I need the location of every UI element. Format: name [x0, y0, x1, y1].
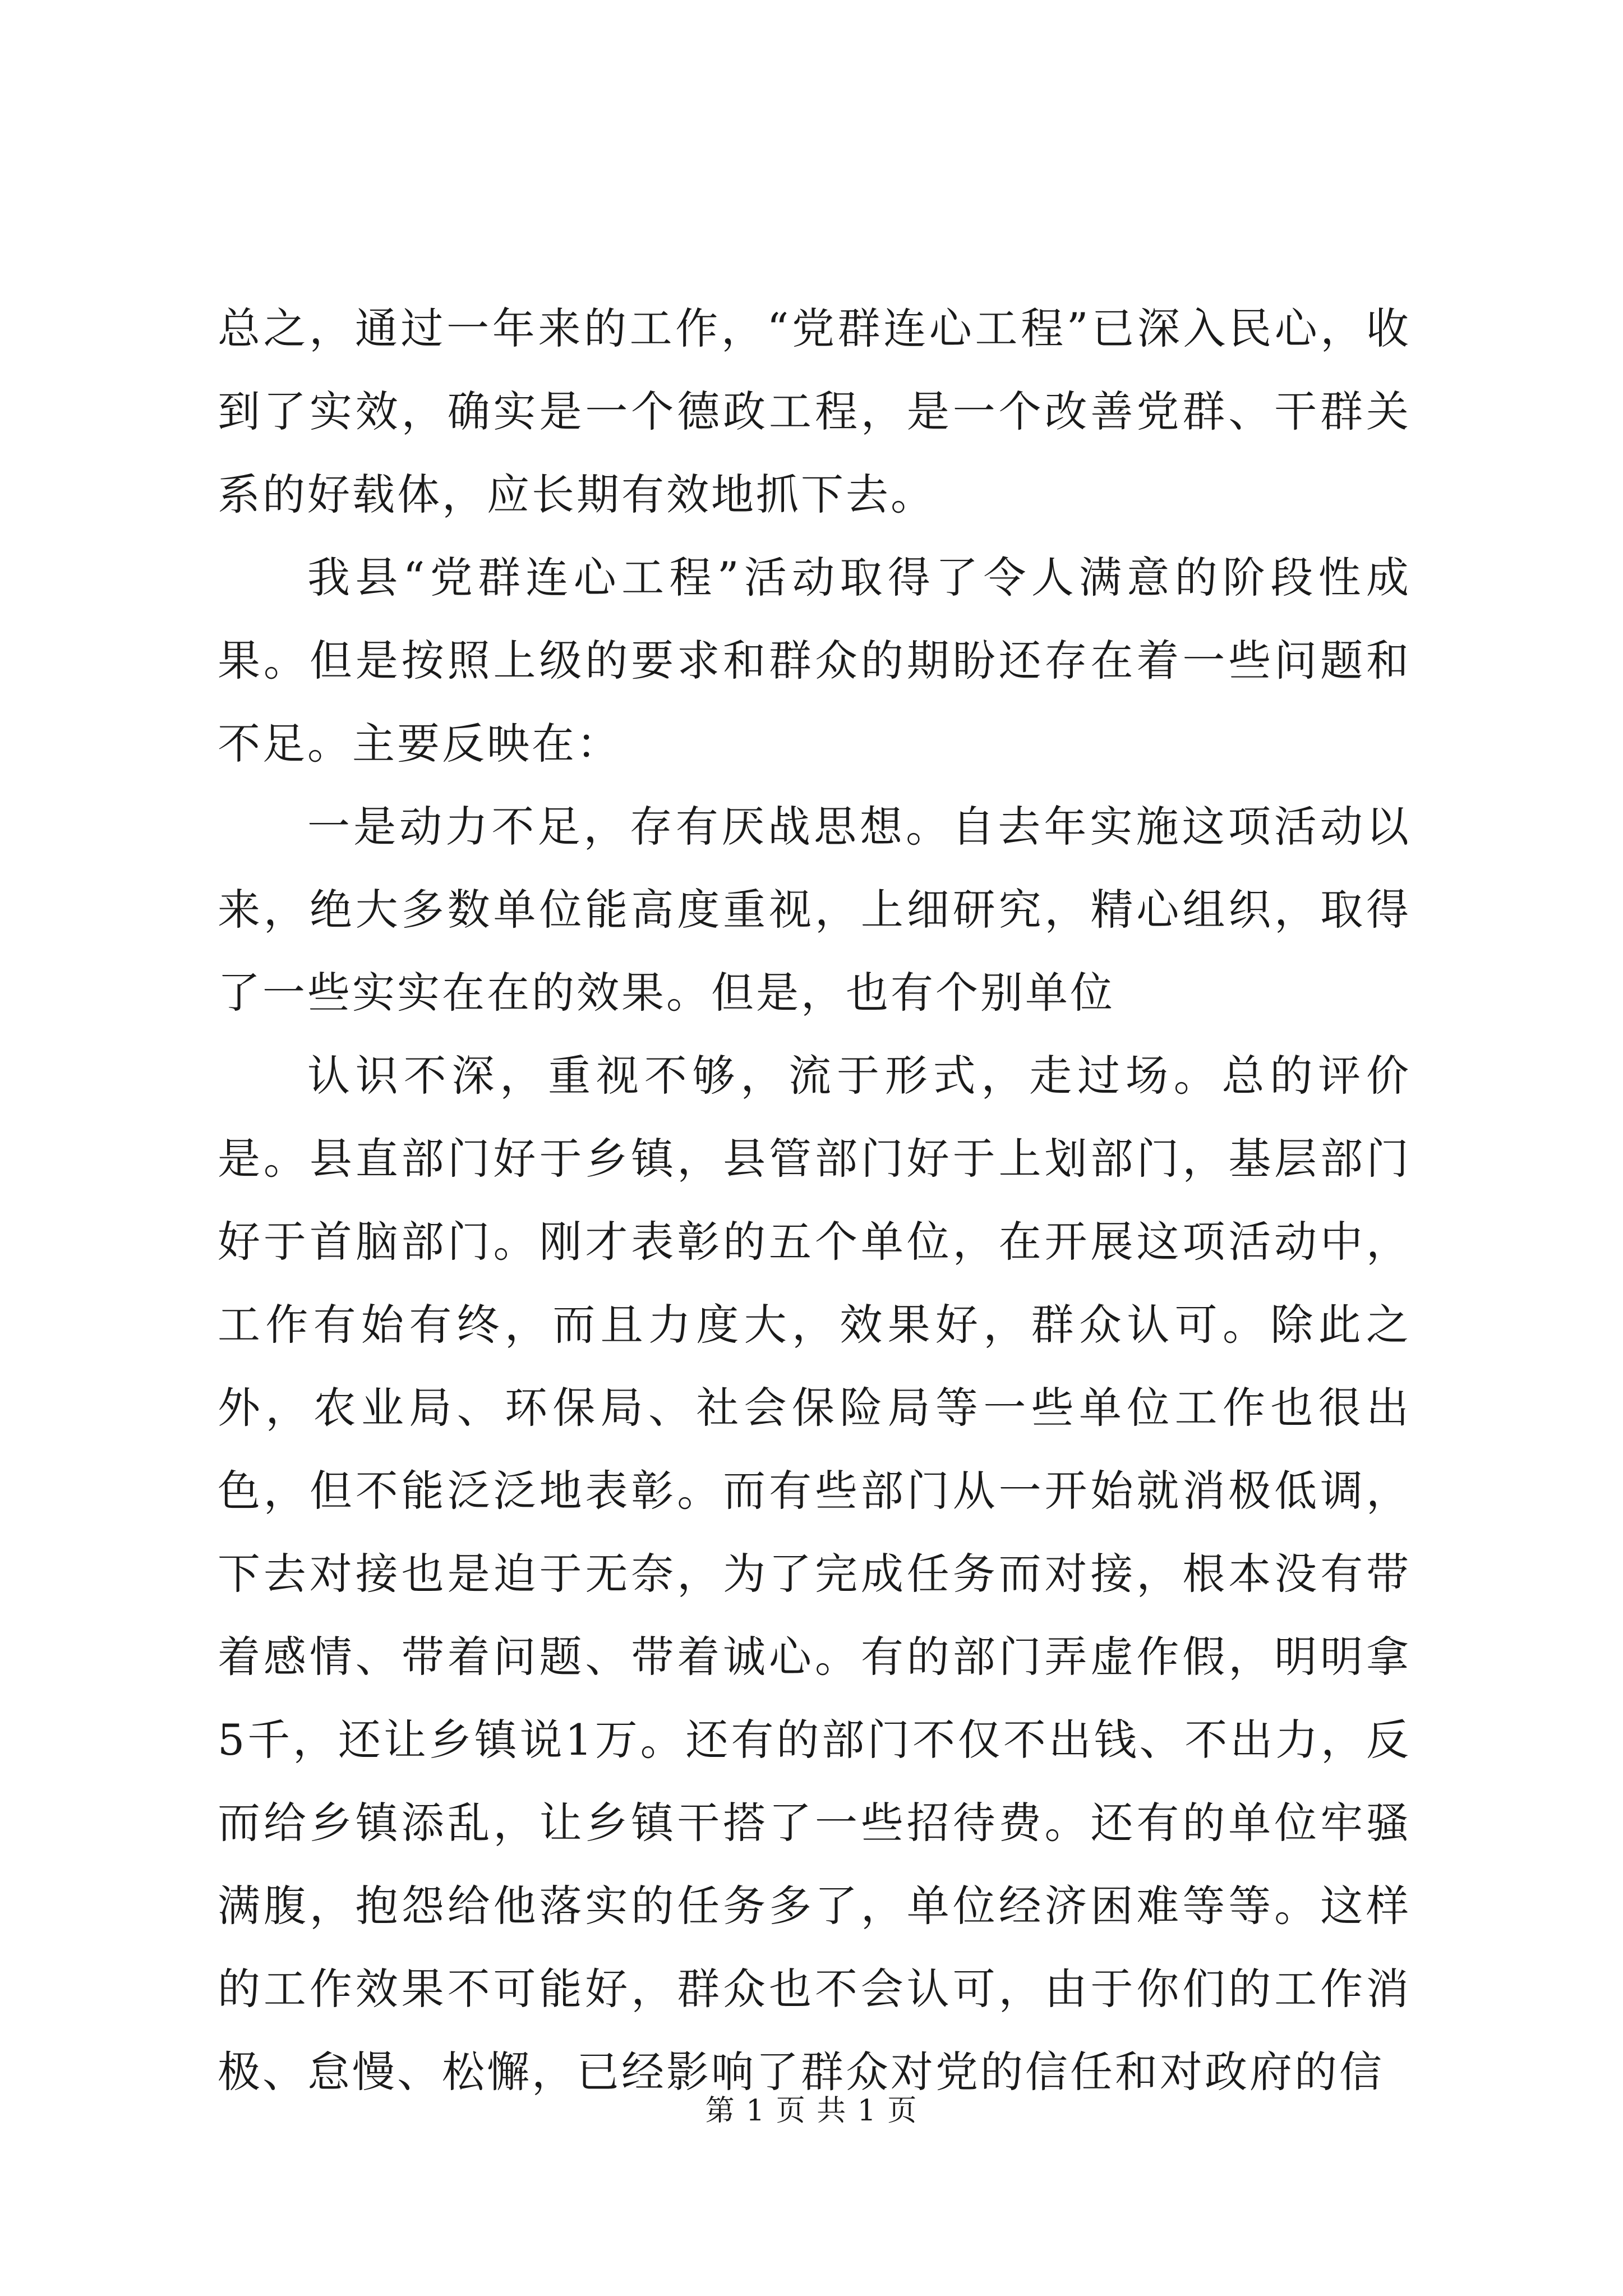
paragraph-evaluation: 认识不深，重视不够，流于形式，走过场。总的评价是。县直部门好于乡镇，县管部门好于上划部门，基层部门好于首脑部门。刚才表彰的五个单位，在开展这项活动中，工作有始有终，而且力度大，效果好，群众认可。除此之外，农业局、环保局、社会保险局等一些单位工作也很出色，但不能泛泛地表彰。而有些部门从一开始就消极低调，下去对接也是迫于无奈，为了完成任务而对接，根本没有带着感情、带着问题、带着诚心。有的部门弄虚作假，明明拿5千，还让乡镇说1万。还有的部门不仅不出钱、不出力，反而给乡镇添乱，让乡镇干搭了一些招待费。还有的单位牢骚满腹，抱怨给他落实的任务多了，单位经济困难等等。这样的工作效果不可能好，群众也不会认可，由于你们的工作消极、怠慢、松懈，已经影响了群众对党的信任和对政府的信 [218, 1051, 1411, 2097]
document-body [218, 287, 1411, 2114]
paragraph-issue-one: 一是动力不足，存有厌战思想。自去年实施这项活动以来，绝大多数单位能高度重视，上细研究，精心组织，取得了一些实实在在的效果。但是，也有个别单位 [218, 802, 1411, 1018]
page-number-footer: 第 1 页 共 1 页 [705, 2094, 918, 2128]
paragraph-conclusion: 总之，通过一年来的工作，“党群连心工程”已深入民心，收到了实效，确实是一个德政工程，是一个改善党群、干群关系的好载体，应长期有效地抓下去。 [218, 303, 1411, 519]
paragraph-achievements: 我县“党群连心工程”活动取得了令人满意的阶段性成果。但是按照上级的要求和群众的期盼还存在着一些问题和不足。主要反映在： [218, 553, 1411, 769]
